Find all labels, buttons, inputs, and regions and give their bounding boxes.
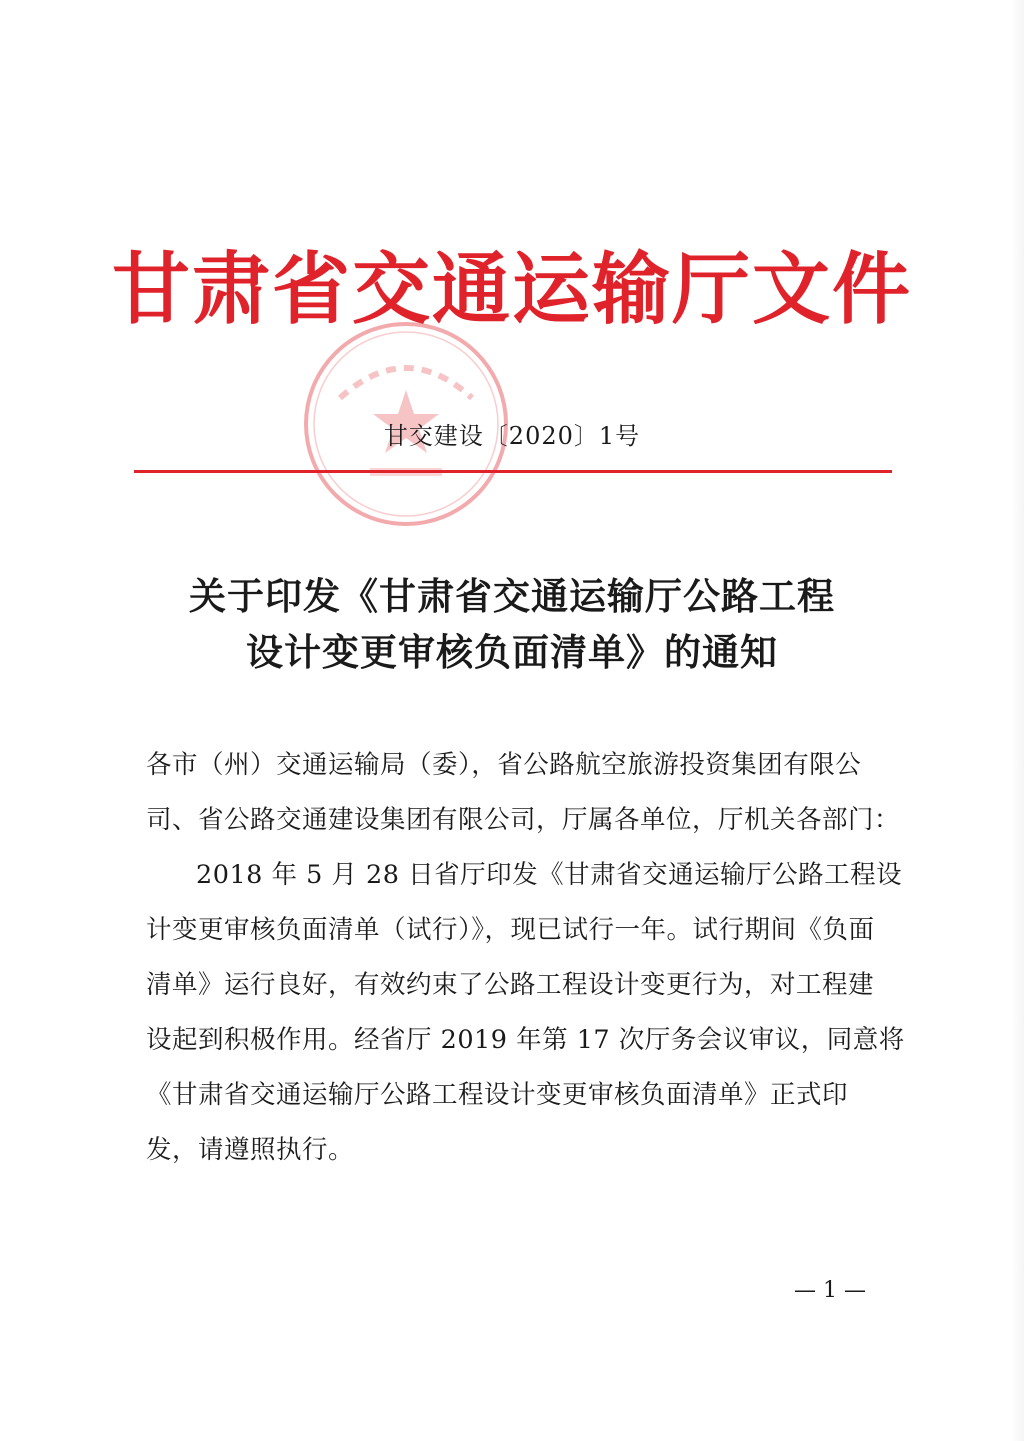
body-paragraph-line: 设起到积极作用。经省厅 2019 年第 17 次厅务会议审议，同意将 [146, 1025, 905, 1055]
notice-title-line-1: 关于印发《甘肃省交通运输厅公路工程 [189, 574, 835, 618]
recipients-line-1: 各市（州）交通运输局（委），省公路航空旅游投资集团有限公 [146, 750, 862, 780]
header-red-divider [134, 470, 892, 473]
notice-title-line-2: 设计变更审核负面清单》的通知 [246, 630, 778, 674]
body-paragraph-line: 计变更审核负面清单（试行）》，现已试行一年。试行期间《负面 [146, 915, 875, 945]
document-number: 甘交建设〔2020〕1号 [383, 422, 641, 450]
page-edge-shadow [1010, 0, 1024, 1441]
body-paragraph-line: 清单》运行良好，有效约束了公路工程设计变更行为，对工程建 [146, 970, 875, 1000]
body-paragraph-line: 2018 年 5 月 28 日省厅印发《甘肃省交通运输厅公路工程设 [196, 860, 903, 890]
body-paragraph-line: 发，请遵照执行。 [146, 1135, 355, 1165]
body-paragraph-line: 《甘肃省交通运输厅公路工程设计变更审核负面清单》正式印 [146, 1080, 849, 1110]
recipients-line-2: 司、省公路交通建设集团有限公司，厅属各单位，厅机关各部门： [146, 805, 901, 835]
page-number: — 1 — [794, 1278, 866, 1303]
issuer-header-title: 甘肃省交通运输厅文件 [111, 244, 912, 335]
